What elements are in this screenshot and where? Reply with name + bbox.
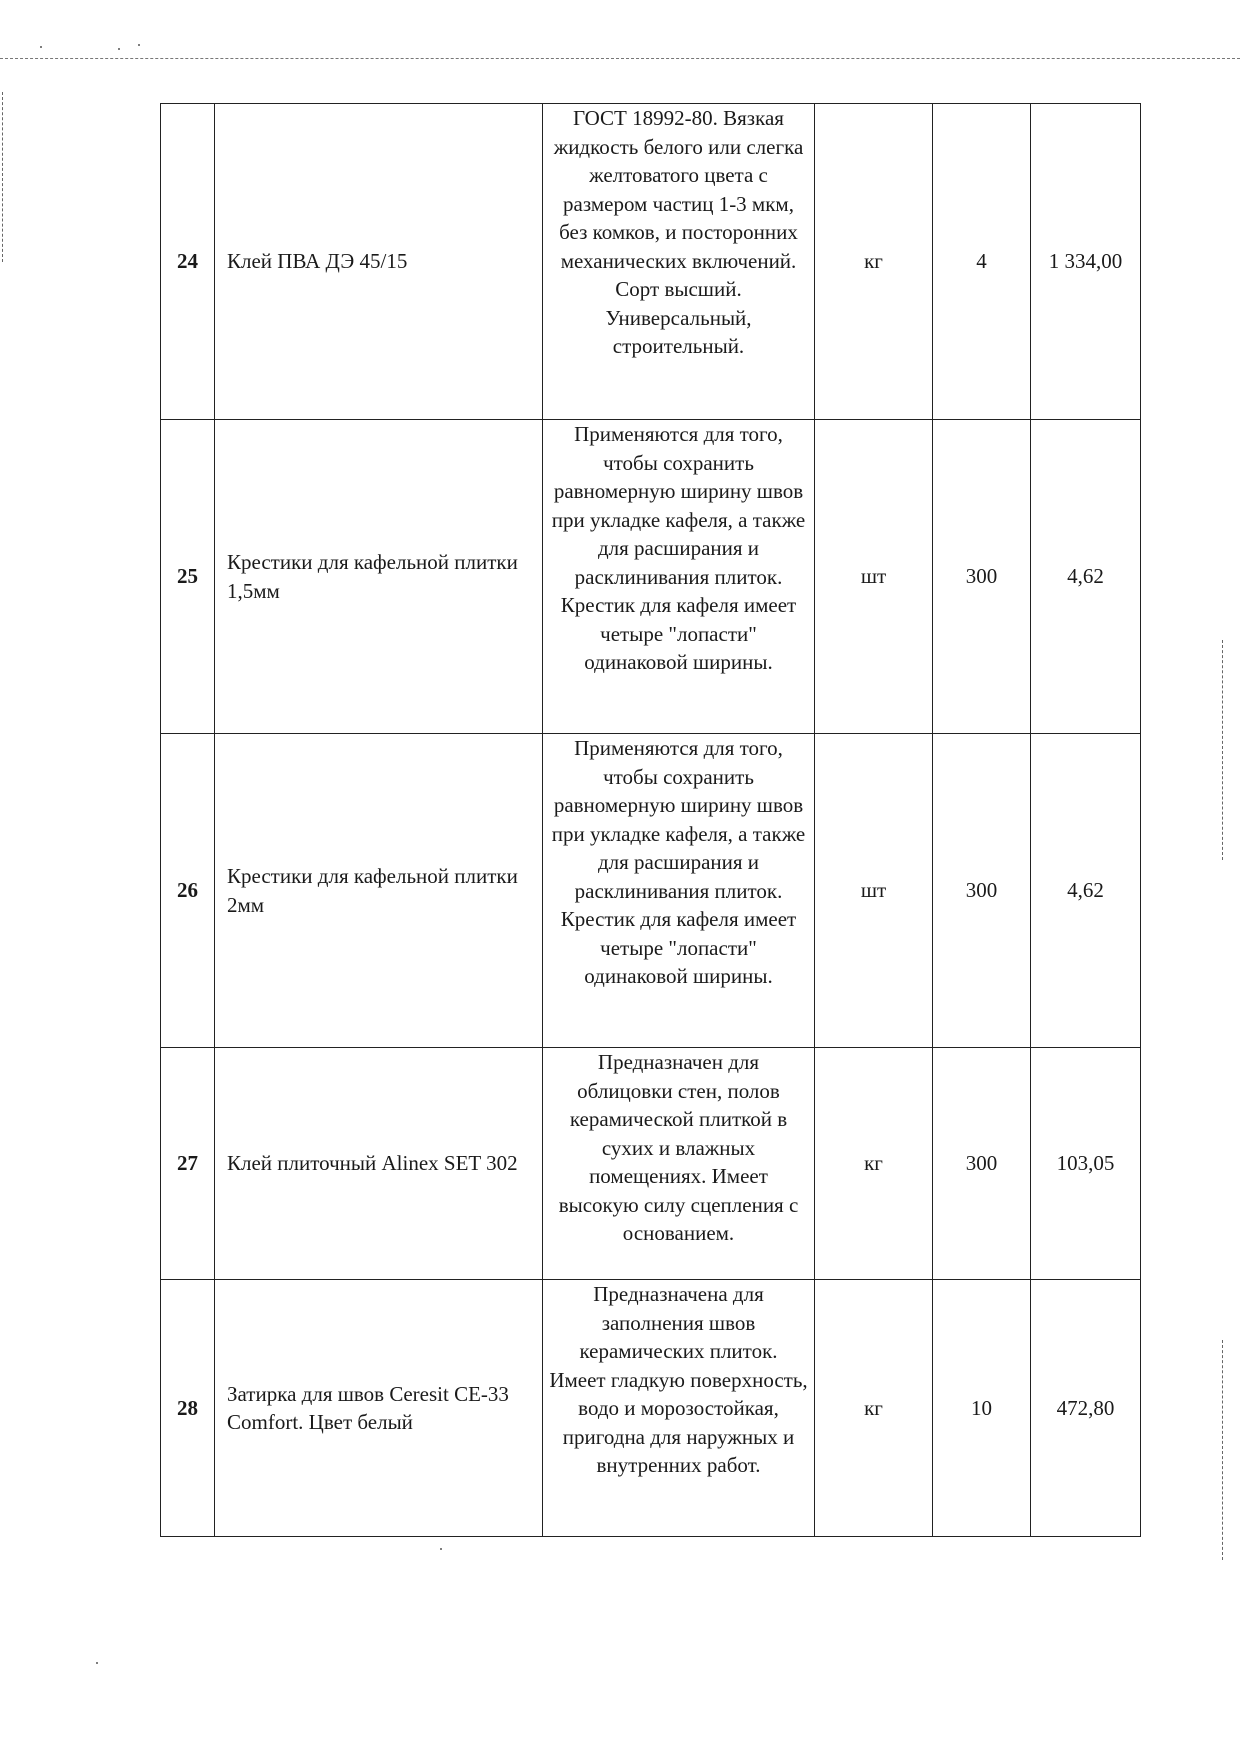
item-description-cell [543, 1280, 815, 1537]
row-number: 25 [161, 420, 215, 734]
scan-edge-mark [1222, 1340, 1223, 1560]
table-row [161, 734, 1141, 1048]
item-price: 1 334,00 [1031, 104, 1141, 420]
item-quantity: 300 [933, 734, 1031, 1048]
item-description-cell [543, 420, 815, 734]
table-row [161, 420, 1141, 734]
row-number: 27 [161, 1048, 215, 1280]
item-unit: шт [815, 420, 933, 734]
item-price: 472,80 [1031, 1280, 1141, 1537]
item-price: 4,62 [1031, 420, 1141, 734]
scan-edge-mark [2, 92, 3, 262]
scan-edge-mark [1222, 640, 1223, 860]
row-number: 24 [161, 104, 215, 420]
item-name: Клей ПВА ДЭ 45/15 [215, 104, 543, 420]
item-quantity: 10 [933, 1280, 1031, 1537]
item-description-cell [543, 734, 815, 1048]
row-number: 28 [161, 1280, 215, 1537]
item-price: 103,05 [1031, 1048, 1141, 1280]
scan-border-line [0, 58, 1240, 59]
table-row [161, 1048, 1141, 1280]
scan-speck [138, 44, 140, 46]
scan-speck [40, 46, 42, 48]
item-name: Затирка для швов Ceresit CE-33 Comfort. Цвет белый [215, 1280, 543, 1537]
item-unit: кг [815, 104, 933, 420]
scan-speck [96, 1662, 98, 1664]
table-row [161, 104, 1141, 420]
item-description: ГОСТ 18992-80. Вязкая жидкость белого или слегка желтоватого цвета с размером частиц 1-3 мкм, без комков, и посторонних механических включений. Сорт высший. Универсальный, строительный. [553, 106, 804, 358]
item-description: Применяются для того, чтобы сохранить равномерную ширину швов при укладке кафеля, а также для расширания и расклинивания плиток. Крестик для кафеля имеет четыре "лопасти" одинаковой ширины. [551, 736, 806, 988]
item-quantity: 300 [933, 1048, 1031, 1280]
item-description-cell [543, 104, 815, 420]
scan-speck [440, 1548, 442, 1550]
item-name: Крестики для кафельной плитки 2мм [215, 734, 543, 1048]
specification-table [160, 103, 1141, 1537]
item-description-cell [543, 1048, 815, 1280]
item-name: Клей плиточный Alinex SET 302 [215, 1048, 543, 1280]
item-unit: кг [815, 1280, 933, 1537]
row-number: 26 [161, 734, 215, 1048]
item-quantity: 4 [933, 104, 1031, 420]
item-description: Предназначен для облицовки стен, полов керамической плиткой в сухих и влажных помещениях. Имеет высокую силу сцепления с основанием. [558, 1050, 799, 1245]
table-row [161, 1280, 1141, 1537]
item-name: Крестики для кафельной плитки 1,5мм [215, 420, 543, 734]
item-price: 4,62 [1031, 734, 1141, 1048]
item-unit: кг [815, 1048, 933, 1280]
item-description: Предназначена для заполнения швов керамических плиток. Имеет гладкую поверхность, водо и морозостойкая, пригодна для наружных и внутренних работ. [549, 1282, 808, 1477]
item-description: Применяются для того, чтобы сохранить равномерную ширину швов при укладке кафеля, а также для расширания и расклинивания плиток. Крестик для кафеля имеет четыре "лопасти" одинаковой ширины. [551, 422, 806, 674]
scan-speck [118, 48, 120, 50]
item-unit: шт [815, 734, 933, 1048]
item-quantity: 300 [933, 420, 1031, 734]
